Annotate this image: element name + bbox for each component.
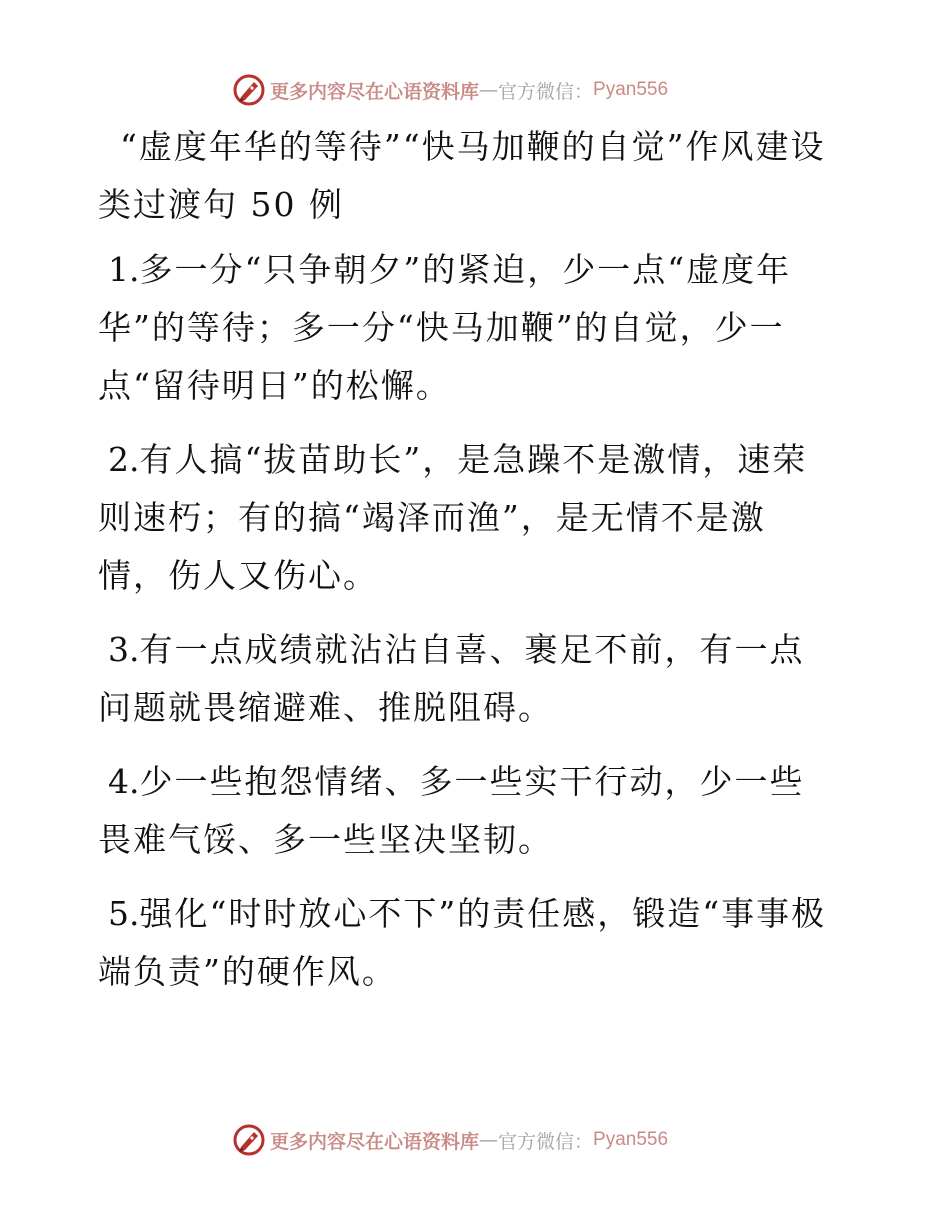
document-title: “虚度年华的等待”“快马加鞭的自觉”作风建设类过渡句 50 例 [98,127,826,224]
banner-wechat-label: 官方微信： [498,1130,594,1153]
pen-nib-logo-icon [232,73,266,107]
list-item [98,241,833,415]
item-text: 多一分“只争朝夕”的紧迫，少一点“虚度年华”的等待；多一分“快马加鞭”的自觉，少一点“留待明日”的松懈。 [98,250,792,405]
item-number: 2. [108,440,140,479]
item-number: 4. [108,762,140,801]
item-number: 5. [108,894,140,933]
banner-wechat-id: Pyan556 [593,1129,669,1150]
document-body [98,118,833,1017]
list-item [98,431,833,605]
item-number: 1. [108,250,140,289]
banner-dash: — [479,1129,499,1151]
pen-nib-logo-icon [232,1123,266,1157]
item-text: 少一些抱怨情绪、多一些实干行动，少一些畏难气馁、多一些坚决坚韧。 [98,762,805,859]
banner-wechat-label: 官方微信： [498,80,594,103]
banner-brand-text: 更多内容尽在心语资料库 [270,80,480,103]
item-number: 3. [108,630,140,669]
header-banner [232,70,668,110]
item-text: 有一点成绩就沾沾自喜、裹足不前，有一点问题就畏缩避难、推脱阻碍。 [98,630,805,727]
list-item [98,621,833,737]
banner-brand-text: 更多内容尽在心语资料库 [270,1130,480,1153]
list-item [98,753,833,869]
footer-banner [232,1120,668,1160]
banner-dash: — [479,79,499,101]
banner-wechat-id: Pyan556 [593,79,669,100]
item-text: 有人搞“拔苗助长”，是急躁不是激情，速荣则速朽；有的搞“竭泽而渔”，是无情不是激情，伤人又伤心。 [98,440,808,595]
item-text: 强化“时时放心不下”的责任感，锻造“事事极端负责”的硬作风。 [98,894,827,991]
list-item [98,885,833,1001]
